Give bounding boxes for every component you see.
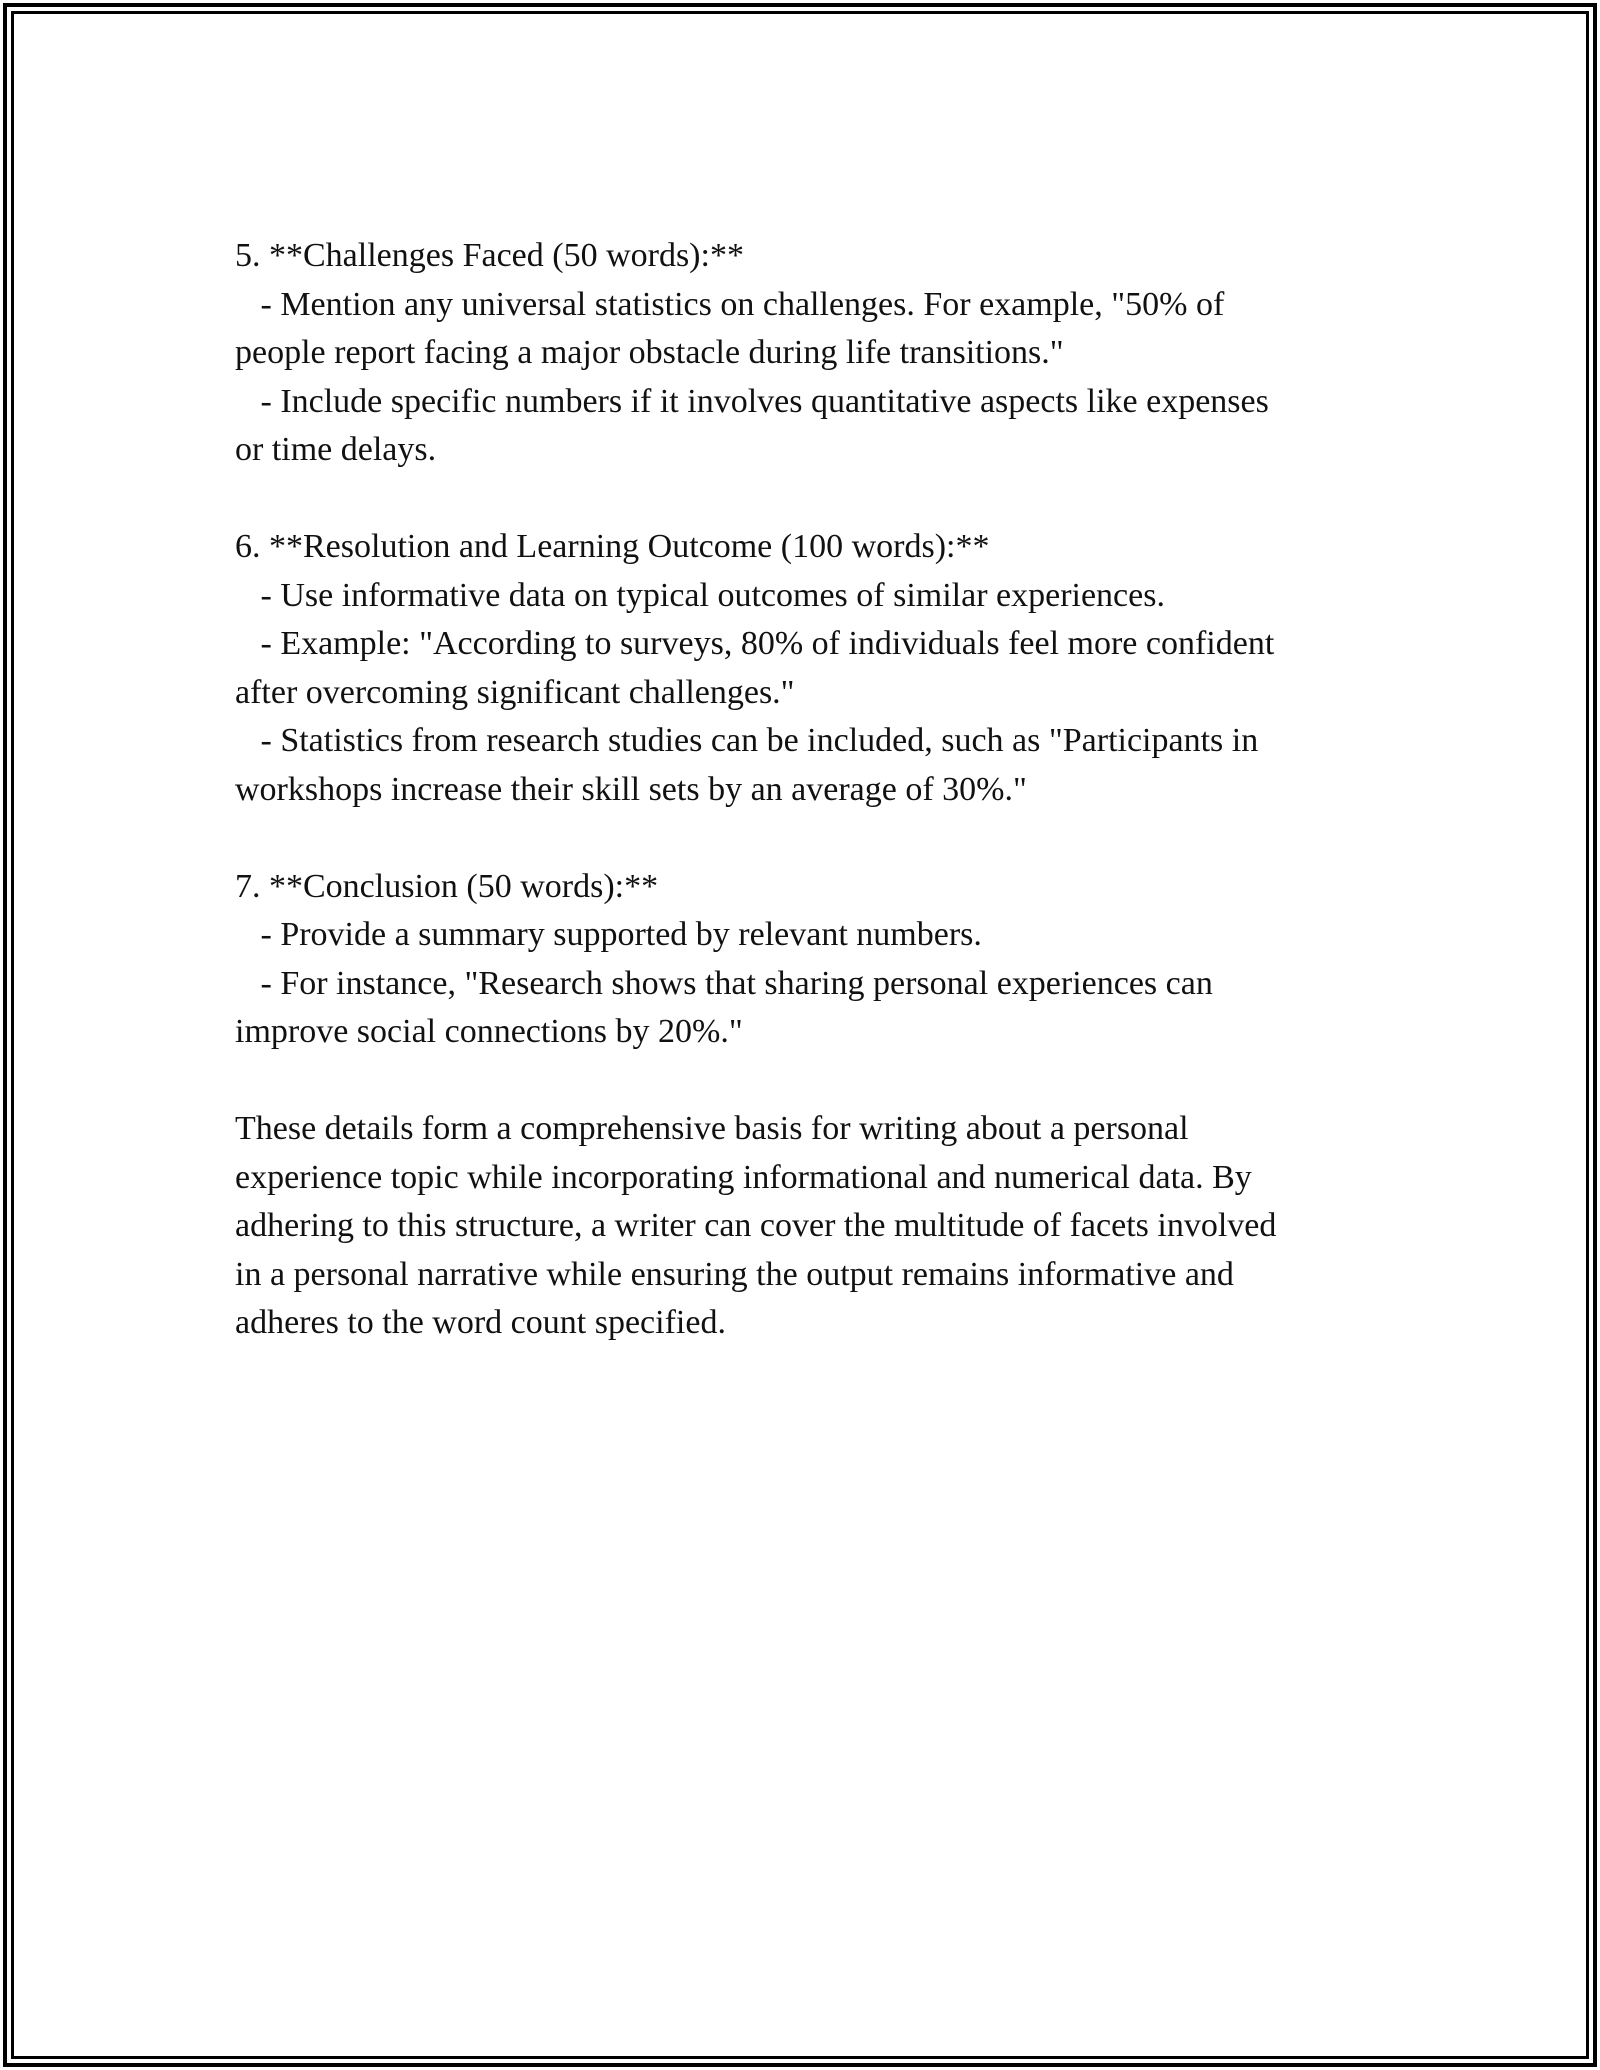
bullet-item: - Statistics from research studies can be included, such as "Participants in — [235, 722, 1259, 759]
bullet-continuation: or time delays. — [235, 431, 437, 468]
section-resolution-learning-outcome — [235, 523, 1370, 814]
document-body — [235, 232, 1370, 1348]
bullet-continuation: people report facing a major obstacle during life transitions." — [235, 334, 1064, 371]
closing-line: adheres to the word count specified. — [235, 1304, 726, 1341]
section-heading: 5. **Challenges Faced (50 words):** — [235, 237, 744, 274]
closing-line: in a personal narrative while ensuring the output remains informative and — [235, 1255, 1234, 1293]
closing-paragraph — [235, 1105, 1370, 1348]
closing-line: adhering to this structure, a writer can cover the multitude of facets involved — [235, 1207, 1277, 1244]
bullet-item: - Include specific numbers if it involves quantitative aspects like expenses — [235, 382, 1269, 420]
closing-line: These details form a comprehensive basis for writing about a personal — [235, 1110, 1189, 1147]
bullet-item: - Mention any universal statistics on challenges. For example, "50% of — [235, 285, 1225, 323]
section-challenges-faced — [235, 232, 1370, 475]
bullet-continuation: improve social connections by 20%." — [235, 1013, 743, 1050]
bullet-continuation: after overcoming significant challenges." — [235, 673, 795, 711]
bullet-item: - Provide a summary supported by relevant numbers. — [235, 916, 982, 953]
closing-line: experience topic while incorporating informational and numerical data. By — [235, 1158, 1252, 1196]
bullet-item: - For instance, "Research shows that sharing personal experiences can — [235, 964, 1213, 1002]
section-conclusion — [235, 863, 1370, 1057]
bullet-continuation: workshops increase their skill sets by an average of 30%." — [235, 770, 1027, 808]
section-heading: 6. **Resolution and Learning Outcome (100 words):** — [235, 528, 990, 565]
bullet-item: - Use informative data on typical outcomes of similar experiences. — [235, 576, 1165, 614]
bullet-item: - Example: "According to surveys, 80% of individuals feel more confident — [235, 625, 1275, 662]
section-heading: 7. **Conclusion (50 words):** — [235, 867, 659, 905]
